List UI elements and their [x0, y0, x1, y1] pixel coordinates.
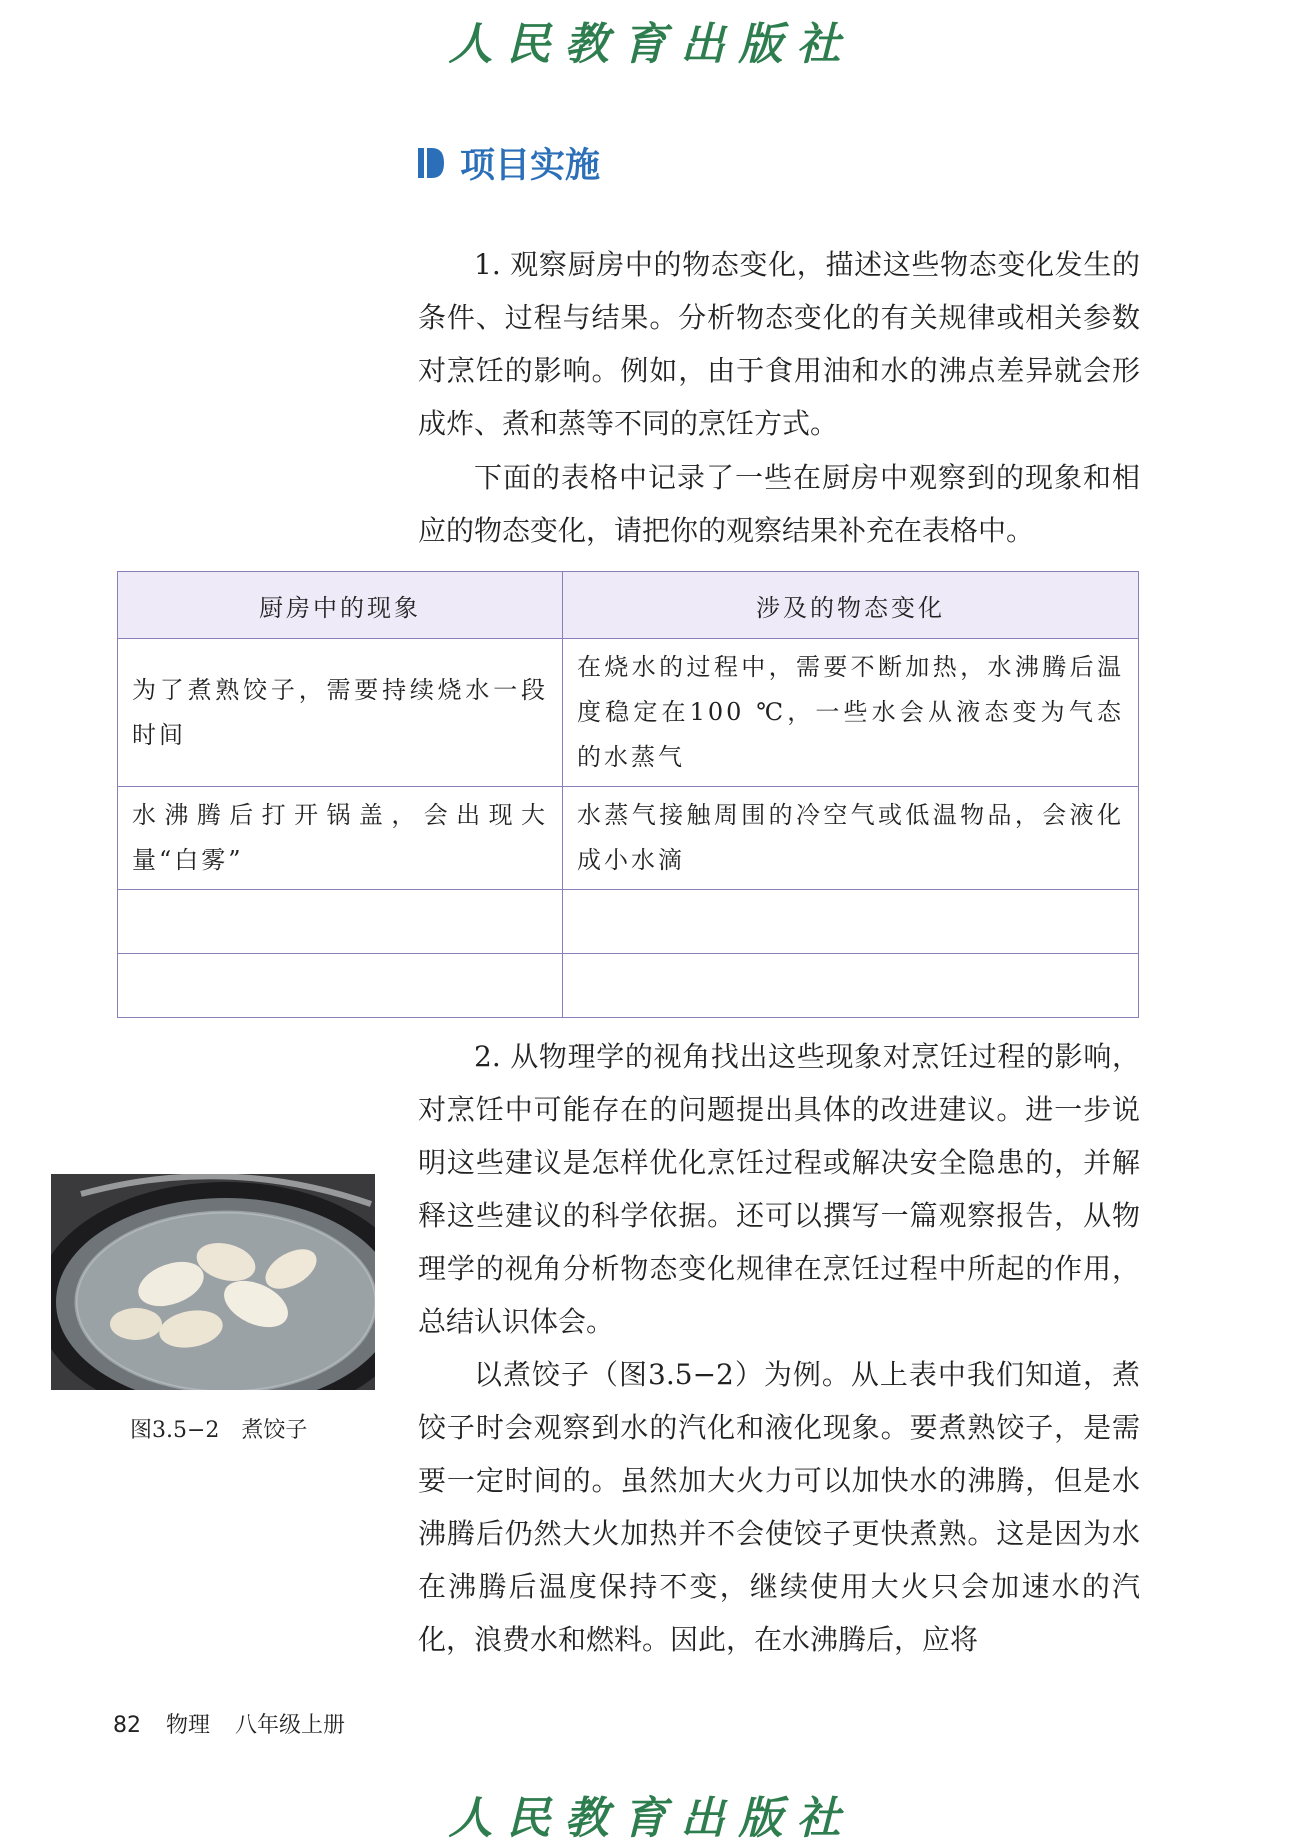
table-cell-empty	[118, 954, 563, 1018]
book-subject: 物理	[166, 1713, 211, 1738]
table-header-phenomenon: 厨房中的现象	[118, 572, 563, 639]
page-footer	[113, 1708, 363, 1739]
table-cell: 在烧水的过程中，需要不断加热，水沸腾后温度稳定在100 ℃，一些水会从液态变为气态的水蒸气	[563, 639, 1139, 787]
table-cell: 水蒸气接触周围的冷空气或低温物品，会液化成小水滴	[563, 787, 1139, 890]
table-header-state-change: 涉及的物态变化	[563, 572, 1139, 639]
page-number: 82	[113, 1713, 141, 1738]
table-cell-empty	[563, 954, 1139, 1018]
section-heading	[418, 138, 600, 188]
paragraph-3: 2. 从物理学的视角找出这些现象对烹饪过程的影响，对烹饪中可能存在的问题提出具体的改进建议。进一步说明这些建议是怎样优化烹饪过程或解决安全隐患的，并解释这些建议的科学依据。还可以撰写一篇观察报告，从物理学的视角分析物态变化规律在烹饪过程中所起的作用，总结认识体会。	[418, 1040, 1140, 1338]
table-cell-empty	[563, 890, 1139, 954]
table-row	[118, 787, 1139, 890]
table-row	[118, 890, 1139, 954]
dumplings-illustration	[51, 1174, 375, 1390]
section-title: 项目实施	[460, 146, 601, 186]
boiling-dumplings-photo	[51, 1174, 375, 1390]
publisher-watermark-top: 人民教育出版社	[448, 19, 855, 70]
section-marker-icon	[418, 146, 444, 180]
figure-caption: 图3.5−2 煮饺子	[130, 1418, 308, 1443]
table-row	[118, 954, 1139, 1018]
paragraph-2: 下面的表格中记录了一些在厨房中观察到的现象和相应的物态变化，请把你的观察结果补充在表格中。	[418, 461, 1140, 547]
table-header-row	[118, 572, 1139, 639]
table-row	[118, 639, 1139, 787]
table-cell-empty	[118, 890, 563, 954]
observation-table	[117, 571, 1139, 1018]
paragraph-4: 以煮饺子（图3.5−2）为例。从上表中我们知道，煮饺子时会观察到水的汽化和液化现象。要煮熟饺子，是需要一定时间的。虽然加大火力可以加快水的沸腾，但是水沸腾后仍然大火加热并不会使饺子更快煮熟。这是因为水在沸腾后温度保持不变，继续使用大火只会加速水的汽化，浪费水和燃料。因此，在水沸腾后，应将	[418, 1358, 1140, 1656]
book-grade: 八年级上册	[235, 1713, 346, 1738]
table-cell: 为了煮熟饺子，需要持续烧水一段时间	[118, 639, 563, 787]
publisher-watermark-bottom: 人民教育出版社	[448, 1793, 855, 1844]
paragraph-1: 1. 观察厨房中的物态变化，描述这些物态变化发生的条件、过程与结果。分析物态变化的有关规律或相关参数对烹饪的影响。例如，由于食用油和水的沸点差异就会形成炸、煮和蒸等不同的烹饪方式。	[418, 248, 1140, 440]
table-cell: 水沸腾后打开锅盖，会出现大量“白雾”	[118, 787, 563, 890]
